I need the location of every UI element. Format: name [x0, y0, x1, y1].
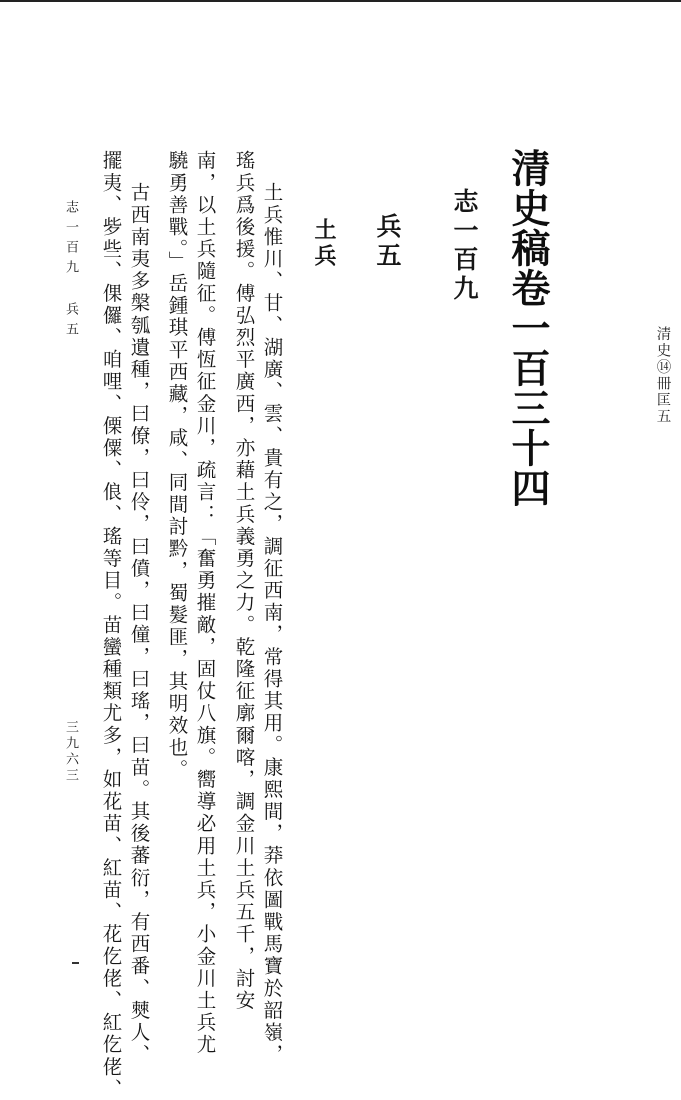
body-text-column: 土兵惟川、甘、湖廣、雲、貴有之，調征西南，常得其用。康熙間，莽依圖戰馬寶於韶嶺， — [260, 182, 284, 1066]
margin-volume-note: 清史⑭冊匡五 — [654, 326, 671, 425]
section-heading: 志一百九 — [450, 188, 479, 304]
chapter-heading: 兵五 — [373, 213, 402, 271]
body-text-column: 驍勇善戰。」岳鍾琪平西藏，咸、同間討黔，蜀髮匪，其明效也。 — [165, 150, 189, 782]
body-text-column: 擺夷、㱔些、倮儸、咱哩、傈僳、俍、瑤等目。苗蠻種類尤多，如花苗、紅苗、花仡佬、紅仡佬、 — [99, 150, 123, 1100]
body-text-column: 瑤兵爲後援。傅弘烈平廣西，亦藉土兵義勇之力。乾隆征廓爾喀，調金川土兵五千，討安 — [232, 150, 256, 1012]
scan-mark — [72, 962, 79, 964]
page-top-rule — [0, 0, 681, 2]
book-title: 清史稿卷一百三十四 — [505, 148, 551, 508]
footer-section-label: 兵五 — [63, 302, 78, 342]
body-text-column: 古西南夷多槃瓠遺種，曰僚，曰伶，曰僨，曰僮，曰瑤，曰苗。其後蕃衍，有西番、僰人、 — [127, 182, 151, 1066]
footer-chapter-label: 志一百九 — [63, 200, 78, 280]
body-text-column: 南，以土兵隨征。傅恆征金川，疏言：「奮勇摧敵，固仗八旗。嚮導必用土兵，小金川土兵尤 — [193, 150, 217, 1057]
page-number: 三九六三 — [63, 720, 78, 784]
subsection-heading: 土兵 — [311, 218, 337, 270]
